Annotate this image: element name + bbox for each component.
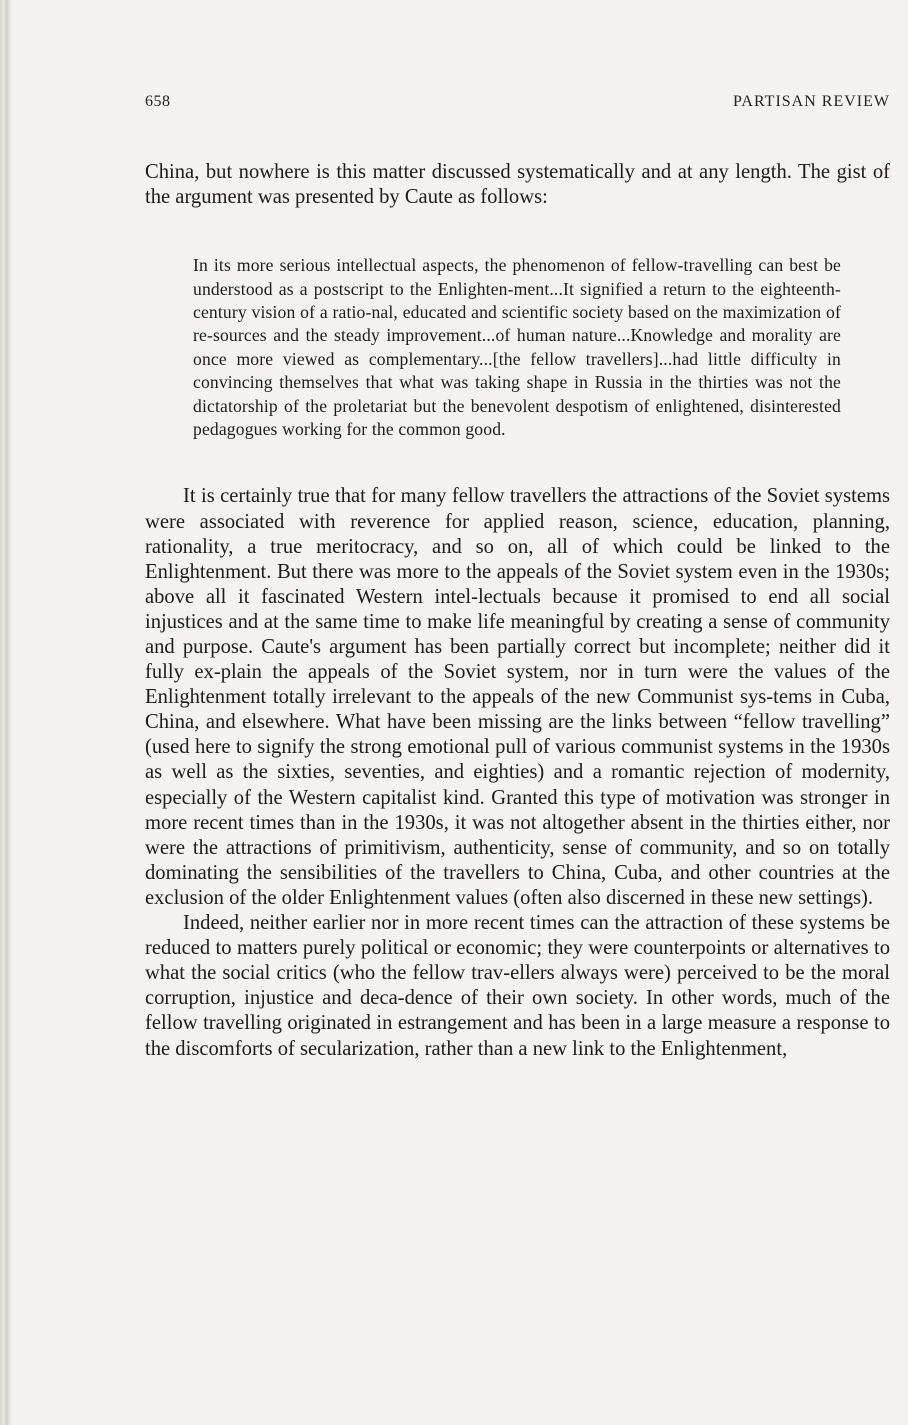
paragraph-argument: It is certainly true that for many fellow travellers the attractions of the Soviet systems were associated with reverence for applied reason, science, education, planning, rationality, a true meritocracy, and so on, all of which could be linked to the Enlightenment. But there was more to the appeals of the Soviet system even in the 1930s; above all it fascinated Western intel-lectuals because it promised to end all social injustices and at the same time to make life meaningful by creating a sense of community and purpose. Caute's argument has been partially correct but incomplete; neither did it fully ex-plain the appeals of the Soviet system, nor in turn were the values of the Enlightenment totally irrelevant to the appeals of the new Communist sys-tems in Cuba, China, and elsewhere. What have been missing are the links between “fellow travelling” (used here to signify the strong emotional pull of various communist systems in the 1930s as well as the sixties, seventies, and eighties) and a romantic rejection of modernity, especially of the Western capitalist kind. Granted this type of motivation was stronger in more recent times than in the 1930s, it was not altogether absent in the thirties either, nor were the attractions of primitivism, authenticity, sense of community, and so on totally dominating the sensibilities of the travellers to China, Cuba, and other countries at the exclusion of the older Enlightenment values (often also discerned in these new settings). [145,485,890,909]
journal-title: PARTISAN REVIEW [732,93,890,110]
page-binding-edge [0,0,14,1425]
block-quotation: In its more serious intellectual aspects, the phenomenon of fellow-travelling can best be understood as a postscript to the Enlighten-ment...It signified a return to the eighteenth-century vision of a ratio-nal, educated and scientific society based on the maximization of re-sources and the steady improvement...of human nature...Knowledge and morality are once more viewed as complementary...[the fellow travellers]...had little difficulty in convincing themselves that what was taking shape in Russia in the thirties was not the dictatorship of the proletariat but the benevolent despotism of enlightened, disinterested pedagogues working for the common good. [193,255,841,440]
page-number: 658 [145,93,171,110]
paragraph-continuation: Indeed, neither earlier nor in more recent times can the attraction of these systems be reduced to matters purely political or economic; they were counterpoints or alternatives to what the social critics (who the fellow trav-ellers always were) perceived to be the moral corruption, injustice and deca-dence of their own society. In other words, much of the fellow travelling originated in estrangement and has been in a large measure a response to the discomforts of secularization, rather than a new link to the Enlightenment, [145,912,890,1060]
paragraph-intro: China, but nowhere is this matter discussed systematically and at any length. The gist of the argument was presented by Caute as follows: [145,161,890,209]
body-text [145,160,890,1062]
